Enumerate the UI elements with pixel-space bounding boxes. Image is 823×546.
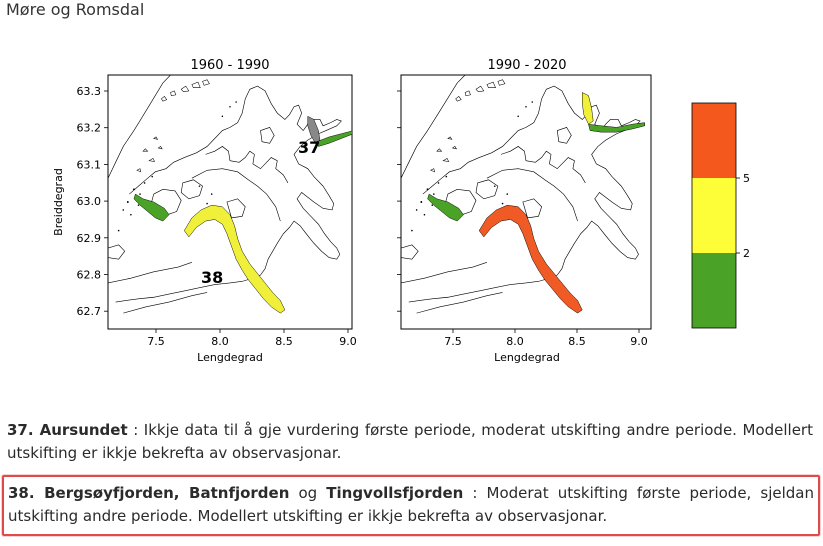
y-tick-label: 63.2: [76, 121, 101, 135]
x-tick-label: 8.5: [275, 335, 293, 348]
fjord-name-38b: Tingvollsfjorden: [326, 484, 464, 502]
x-tick-label: 9.0: [630, 335, 648, 348]
x-tick-label: 8.0: [506, 335, 524, 348]
y-tick-label: 63.1: [76, 158, 101, 172]
fjord-map-figure: [0, 40, 823, 370]
y-tick-label: 62.9: [76, 231, 101, 245]
x-axis-label-left: Lengdegrad: [197, 351, 263, 364]
y-tick-label: 62.7: [76, 305, 101, 319]
y-tick-label: 63.0: [76, 195, 101, 209]
colorbar-mid: [692, 178, 736, 253]
colorbar-tick-5: 5: [743, 172, 750, 185]
page-heading: Møre og Romsdal: [6, 0, 145, 19]
colorbar-high: [692, 103, 736, 178]
x-tick-label: 9.0: [339, 335, 357, 348]
x-axis-label-right: Lengdegrad: [494, 351, 560, 364]
x-tick-label: 8.0: [211, 335, 229, 348]
x-axis-right: [444, 329, 648, 348]
map-title-left: 1960 - 1990: [190, 58, 270, 73]
y-axis-label: Breiddegrad: [52, 168, 65, 236]
x-tick-label: 7.5: [444, 335, 462, 348]
y-tick-label: 62.8: [76, 268, 101, 282]
x-tick-label: 8.5: [568, 335, 586, 348]
fjord-text-37: : Ikkje data til å gje vurdering første periode, moderat utskifting andre periode. Modellert utskifting er ikkje bekrefta av observasjonar.: [7, 421, 813, 462]
x-tick-label: 7.5: [147, 335, 165, 348]
map-title-right: 1990 - 2020: [487, 58, 567, 73]
colorbar-low: [692, 253, 736, 328]
map-panel-right: [397, 58, 651, 364]
y-tick-label: 63.3: [76, 85, 101, 98]
y-axis: [77, 85, 109, 318]
paragraph-38-highlighted: [2, 475, 820, 536]
paragraph-37: [7, 419, 813, 465]
fjord-text-38: : Moderat utskifting første periode, sjeldan utskifting andre periode. Modellert utskifting er ikkje bekrefta av observasjonar.: [8, 484, 814, 525]
colorbar-tick-2: 2: [743, 247, 750, 260]
map-panel-left: [52, 58, 357, 364]
fjord-name-38a: 38. Bergsøyfjorden, Batnfjorden: [8, 484, 290, 502]
colorbar: [692, 103, 750, 328]
map-label-38: 38: [201, 268, 224, 287]
map-label-37: 37: [298, 138, 321, 157]
x-axis-left: [147, 329, 357, 348]
fjord-name-37: 37. Aursundet: [7, 421, 128, 439]
fjord-connector-38: og: [289, 484, 327, 502]
